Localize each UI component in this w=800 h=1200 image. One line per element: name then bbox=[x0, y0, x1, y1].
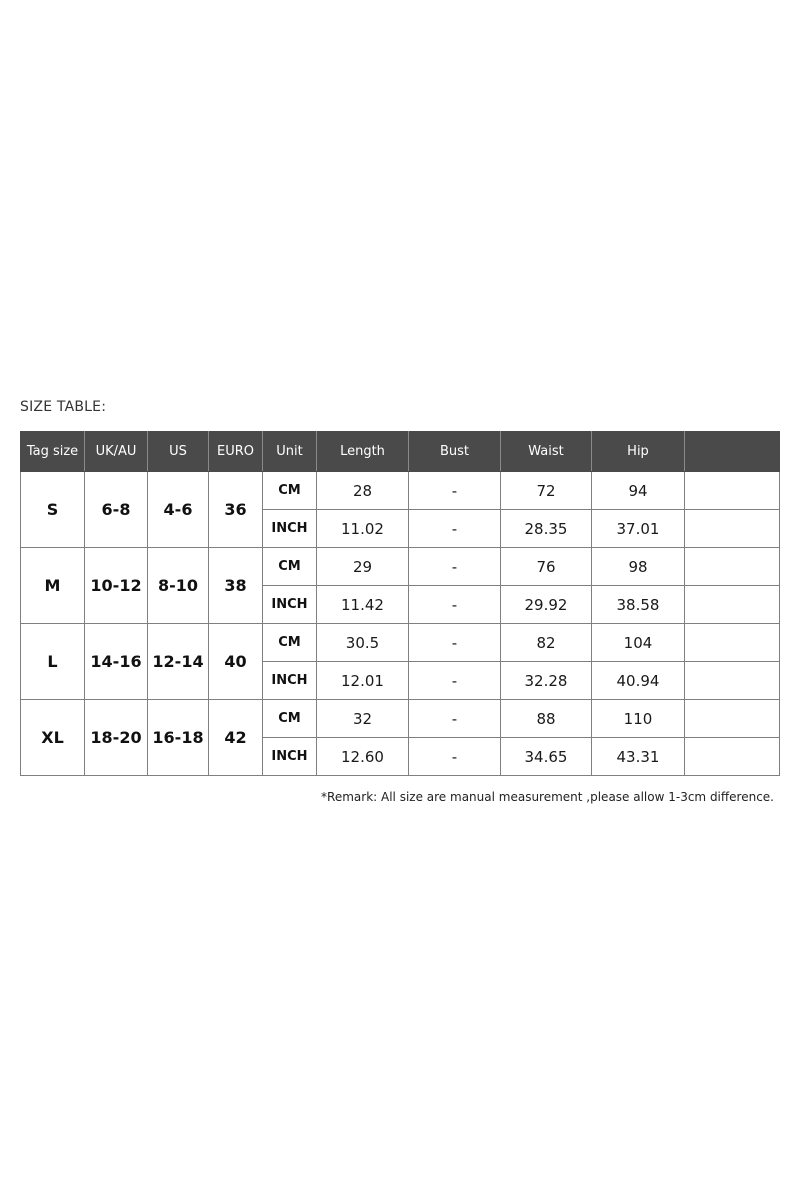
hip-cell: 37.01 bbox=[592, 510, 685, 548]
header-hip: Hip bbox=[592, 432, 685, 472]
unit-cell: INCH bbox=[263, 662, 317, 700]
unit-cell: CM bbox=[263, 472, 317, 510]
us-cell: 4-6 bbox=[148, 472, 209, 548]
header-length: Length bbox=[317, 432, 409, 472]
length-cell: 29 bbox=[317, 548, 409, 586]
size-table bbox=[20, 431, 780, 776]
length-cell: 30.5 bbox=[317, 624, 409, 662]
hip-cell: 110 bbox=[592, 700, 685, 738]
header-bust: Bust bbox=[409, 432, 501, 472]
bust-cell: - bbox=[409, 548, 501, 586]
length-cell: 12.60 bbox=[317, 738, 409, 776]
header-us: US bbox=[148, 432, 209, 472]
bust-cell: - bbox=[409, 662, 501, 700]
length-cell: 28 bbox=[317, 472, 409, 510]
bust-cell: - bbox=[409, 472, 501, 510]
empty-cell bbox=[685, 662, 780, 700]
waist-cell: 32.28 bbox=[501, 662, 592, 700]
size-table-title: SIZE TABLE: bbox=[20, 399, 107, 415]
us-cell: 16-18 bbox=[148, 700, 209, 776]
unit-cell: CM bbox=[263, 700, 317, 738]
waist-cell: 76 bbox=[501, 548, 592, 586]
unit-cell: CM bbox=[263, 548, 317, 586]
header-unit: Unit bbox=[263, 432, 317, 472]
empty-cell bbox=[685, 700, 780, 738]
hip-cell: 104 bbox=[592, 624, 685, 662]
empty-cell bbox=[685, 586, 780, 624]
hip-cell: 43.31 bbox=[592, 738, 685, 776]
header-row bbox=[21, 432, 780, 472]
uk-au-cell: 18-20 bbox=[85, 700, 148, 776]
bust-cell: - bbox=[409, 738, 501, 776]
remark-note: *Remark: All size are manual measurement ,please allow 1-3cm difference. bbox=[321, 790, 774, 804]
hip-cell: 38.58 bbox=[592, 586, 685, 624]
tag-size-cell: S bbox=[21, 472, 85, 548]
empty-cell bbox=[685, 624, 780, 662]
hip-cell: 94 bbox=[592, 472, 685, 510]
uk-au-cell: 10-12 bbox=[85, 548, 148, 624]
length-cell: 12.01 bbox=[317, 662, 409, 700]
euro-cell: 42 bbox=[209, 700, 263, 776]
euro-cell: 40 bbox=[209, 624, 263, 700]
empty-cell bbox=[685, 738, 780, 776]
length-cell: 32 bbox=[317, 700, 409, 738]
bust-cell: - bbox=[409, 510, 501, 548]
empty-cell bbox=[685, 510, 780, 548]
header-waist: Waist bbox=[501, 432, 592, 472]
us-cell: 8-10 bbox=[148, 548, 209, 624]
uk-au-cell: 14-16 bbox=[85, 624, 148, 700]
header-euro: EURO bbox=[209, 432, 263, 472]
unit-cell: CM bbox=[263, 624, 317, 662]
waist-cell: 72 bbox=[501, 472, 592, 510]
table-row bbox=[21, 472, 780, 510]
waist-cell: 34.65 bbox=[501, 738, 592, 776]
hip-cell: 40.94 bbox=[592, 662, 685, 700]
header-uk-au: UK/AU bbox=[85, 432, 148, 472]
waist-cell: 29.92 bbox=[501, 586, 592, 624]
length-cell: 11.02 bbox=[317, 510, 409, 548]
empty-cell bbox=[685, 548, 780, 586]
header-tag-size: Tag size bbox=[21, 432, 85, 472]
waist-cell: 28.35 bbox=[501, 510, 592, 548]
table-row bbox=[21, 624, 780, 662]
length-cell: 11.42 bbox=[317, 586, 409, 624]
us-cell: 12-14 bbox=[148, 624, 209, 700]
unit-cell: INCH bbox=[263, 586, 317, 624]
uk-au-cell: 6-8 bbox=[85, 472, 148, 548]
tag-size-cell: M bbox=[21, 548, 85, 624]
header-empty bbox=[685, 432, 780, 472]
table-row bbox=[21, 548, 780, 586]
unit-cell: INCH bbox=[263, 738, 317, 776]
tag-size-cell: L bbox=[21, 624, 85, 700]
waist-cell: 88 bbox=[501, 700, 592, 738]
tag-size-cell: XL bbox=[21, 700, 85, 776]
bust-cell: - bbox=[409, 586, 501, 624]
unit-cell: INCH bbox=[263, 510, 317, 548]
empty-cell bbox=[685, 472, 780, 510]
waist-cell: 82 bbox=[501, 624, 592, 662]
euro-cell: 36 bbox=[209, 472, 263, 548]
bust-cell: - bbox=[409, 624, 501, 662]
bust-cell: - bbox=[409, 700, 501, 738]
euro-cell: 38 bbox=[209, 548, 263, 624]
table-row bbox=[21, 700, 780, 738]
hip-cell: 98 bbox=[592, 548, 685, 586]
